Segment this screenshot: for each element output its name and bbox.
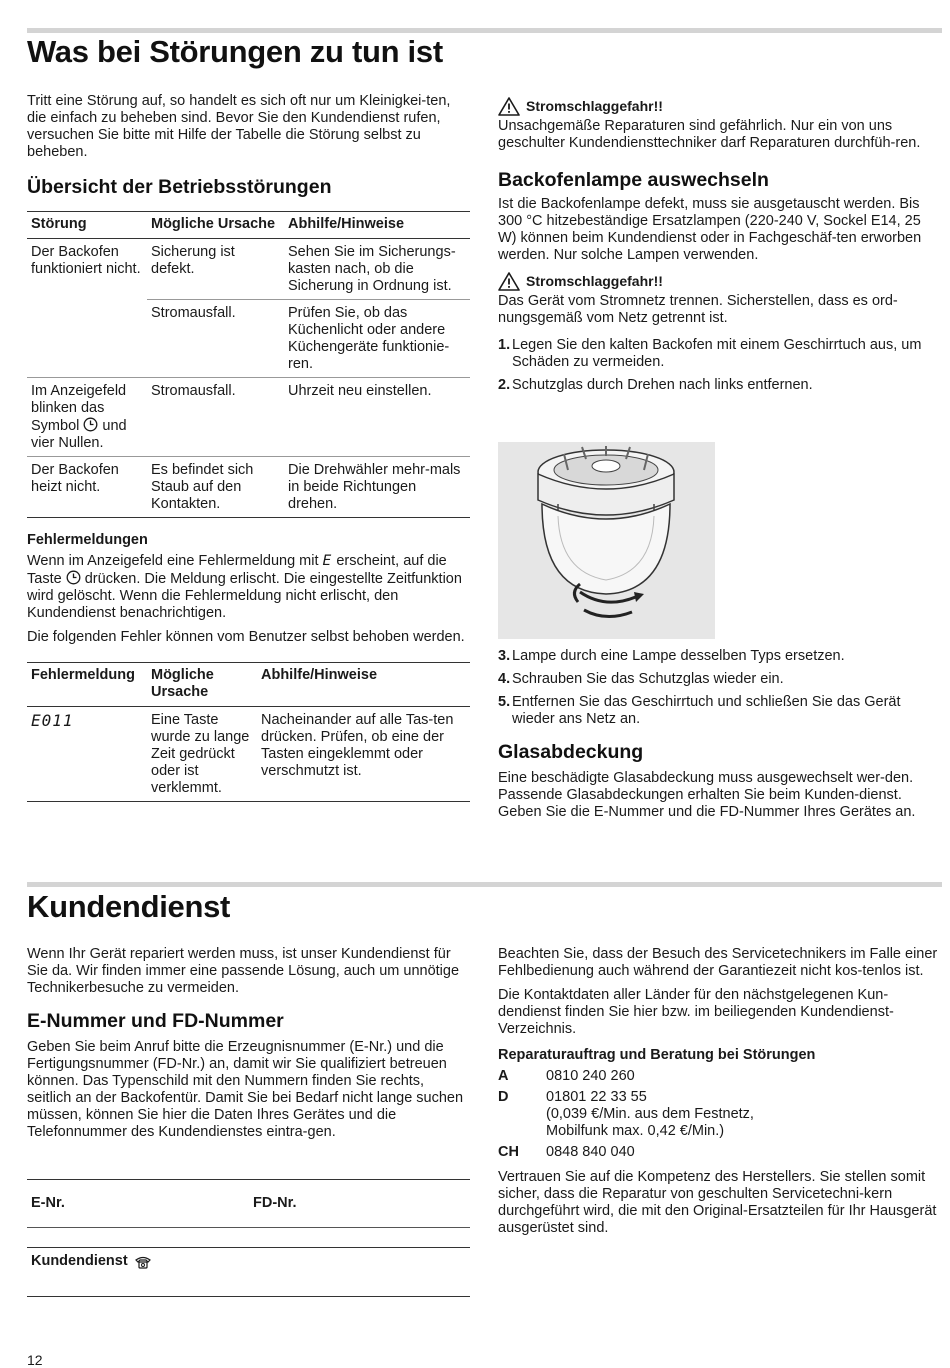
phone-number: 01801 22 33 55 (0,039 €/Min. aus dem Festnetz, Mobilfunk max. 0,42 €/Min.) (546, 1089, 754, 1139)
country-code: D (498, 1089, 509, 1105)
warning-icon (498, 272, 520, 291)
warning-text: Unsachgemäße Reparaturen sind gefährlich. Nur ein von uns geschulter Kundendiensttechniker darf Reparaturen durchfüh-ren. (498, 118, 921, 151)
table-header: Fehlermeldung (27, 663, 147, 707)
intro-paragraph: Tritt eine Störung auf, so handelt es sich oft nur um Kleinigkei-ten, die einfach zu beheben sind. Bevor Sie den Kundendienst rufen, versuchen Sie bitte mit Hilfe der Tabelle die Störung selbst zu beheben. (27, 93, 451, 160)
warning-icon (498, 97, 520, 116)
table-cell: Nacheinander auf alle Tas-ten drücken. Prüfen, ob eine der Tasten eingeklemmt oder verschmutzt ist. (257, 707, 470, 802)
text-span: drücken. Die Meldung erlischt. Die eingestellte Zeitfunktion wird gelöscht. Wenn die Fehlermeldung nicht erlischt, den Kundendienst benachrichtigen. (27, 571, 462, 621)
table-row (27, 239, 470, 300)
list-item (498, 648, 938, 665)
table-header: Abhilfe/Hinweise (284, 212, 470, 239)
left-column-1 (27, 93, 470, 802)
table-cell: Eine Taste wurde zu lange Zeit gedrückt oder ist verklemmt. (147, 707, 257, 802)
glass-text: Eine beschädigte Glasabdeckung muss ausgewechselt wer-den. Passende Glasabdeckungen erhalten Sie beim Kunden-dienst. Geben Sie die E-Nummer und die FD-Nummer Ihres Gerätes an. (498, 770, 916, 820)
step-text: Schrauben Sie das Schutzglas wieder ein. (512, 671, 784, 687)
cell-text: und vier Nullen. (31, 418, 127, 451)
country-code: A (498, 1068, 509, 1084)
step-text: Entfernen Sie das Geschirrtuch und schließen Sie das Gerät wieder ans Netz an. (512, 694, 901, 727)
list-item (498, 337, 938, 371)
phone-row (498, 1068, 938, 1085)
page-title: Was bei Störungen zu tun ist (27, 34, 443, 69)
left-column-2 (27, 946, 470, 1148)
table-header: Abhilfe/Hinweise (257, 663, 470, 707)
phone-row (498, 1089, 938, 1140)
error-symbol: E (322, 553, 333, 569)
faults-table (27, 211, 470, 518)
warning-text: Das Gerät vom Stromnetz trennen. Sicherstellen, dass es ord-nungsgemäß vom Netz getrennt ist. (498, 293, 898, 326)
table-cell: Es befindet sich Staub auf den Kontakten. (147, 457, 284, 518)
service-contacts: Die Kontaktdaten aller Länder für den nächstgelegenen Kun-dendienst finden Sie hier bzw. im beiliegenden Kundendienst-Verzeichnis. (498, 987, 894, 1037)
step-number: 5. (498, 694, 511, 710)
table-cell: Sehen Sie im Sicherungs-kasten nach, ob die Sicherung in Ordnung ist. (284, 239, 470, 300)
error-paragraph-2: Die folgenden Fehler können vom Benutzer selbst behoben werden. (27, 629, 465, 645)
glass-heading: Glasabdeckung (498, 741, 644, 763)
field-line (27, 1227, 470, 1228)
service-field (31, 1253, 152, 1270)
table-header: Mögliche Ursache (147, 212, 284, 239)
service-note: Beachten Sie, dass der Besuch des Servicetechnikers im Falle einer Fehlbedienung auch während der Garantiezeit nicht kos-tenlos ist. (498, 946, 938, 979)
table-cell: Stromausfall. (147, 378, 284, 457)
warning-label: Stromschlaggefahr!! (526, 273, 663, 289)
enr-heading: E-Nummer und FD-Nummer (27, 1010, 284, 1032)
right-column-1 (498, 97, 938, 400)
enr-label: E-Nr. (31, 1195, 65, 1211)
field-line (27, 1247, 470, 1248)
step-number: 3. (498, 648, 511, 664)
table-cell: Der Backofen heizt nicht. (27, 457, 147, 518)
clock-icon (66, 570, 81, 585)
lamp-intro: Ist die Backofenlampe defekt, muss sie ausgetauscht werden. Bis 300 °C hitzebeständige Ersatzlampen (220-240 V, Sockel E14, 25 W) können beim Kundendienst oder in Fachgeschäf-ten erworben werden. Nur solche Lampen verwenden. (498, 196, 922, 263)
country-code: CH (498, 1144, 519, 1160)
lamp-cover-image (498, 442, 715, 639)
warning-block (498, 97, 938, 116)
field-line (27, 1296, 470, 1297)
warning-label: Stromschlaggefahr!! (526, 98, 663, 114)
text-span: erscheint, auf die Taste (27, 553, 447, 587)
section-divider-top (27, 882, 942, 887)
table-row (27, 457, 470, 518)
lamp-heading: Backofenlampe auswechseln (498, 169, 769, 191)
text-span: Wenn im Anzeigefeld eine Fehlermeldung mit (27, 553, 319, 569)
step-number: 1. (498, 337, 511, 353)
error-heading: Fehlermeldungen (27, 532, 148, 548)
service-intro: Wenn Ihr Gerät repariert werden muss, ist unser Kundendienst für Sie da. Wir finden immer eine passende Lösung, auch um unnötige Technikerbesuche zu vermeiden. (27, 946, 460, 996)
table-row (27, 378, 470, 457)
lamp-illustration (498, 442, 715, 639)
table-cell: Der Backofen funktioniert nicht. (27, 239, 147, 378)
fdnr-label: FD-Nr. (253, 1195, 297, 1211)
service-label: Kundendienst (31, 1253, 128, 1269)
step-number: 4. (498, 671, 511, 687)
list-item (498, 377, 938, 394)
table-header: Mögliche Ursache (147, 663, 257, 707)
table-cell (27, 378, 147, 457)
table-cell: Uhrzeit neu einstellen. (284, 378, 470, 457)
step-text: Legen Sie den kalten Backofen mit einem Geschirrtuch aus, um Schäden zu vermeiden. (512, 337, 922, 370)
phone-number: 0848 840 040 (546, 1144, 635, 1160)
overview-heading: Übersicht der Betriebsstörungen (27, 176, 332, 198)
phone-number: 0810 240 260 (546, 1068, 635, 1084)
table-row (27, 707, 470, 802)
error-code: E011 (27, 707, 147, 802)
steps-list (498, 337, 938, 394)
cell-text: Im Anzeigefeld blinken das Symbol (31, 383, 127, 434)
section-title: Kundendienst (27, 889, 231, 924)
section-divider-top (27, 28, 942, 33)
table-cell: Sicherung ist defekt. (147, 239, 284, 300)
right-column-2 (498, 946, 938, 1244)
field-line (27, 1179, 470, 1180)
step-number: 2. (498, 377, 511, 393)
step-text: Schutzglas durch Drehen nach links entfernen. (512, 377, 813, 393)
table-cell: Die Drehwähler mehr-mals in beide Richtungen drehen. (284, 457, 470, 518)
phone-icon (134, 1255, 152, 1269)
steps-list (498, 648, 938, 728)
closing-paragraph: Vertrauen Sie auf die Kompetenz des Herstellers. Sie stellen somit sicher, dass die Reparatur von geschulten Servicetechni-kern durchgeführt wird, die mit den Original-Ersatzteilen für Ihr Hausgerät ausgerüstet sind. (498, 1169, 937, 1236)
clock-icon (83, 417, 98, 432)
step-text: Lampe durch eine Lampe desselben Typs ersetzen. (512, 648, 845, 664)
repair-heading: Reparaturauftrag und Beratung bei Störungen (498, 1047, 816, 1063)
page-number: 12 (27, 1352, 43, 1368)
table-cell: Prüfen Sie, ob das Küchenlicht oder andere Küchengeräte funktionie-ren. (284, 300, 470, 378)
table-header: Störung (27, 212, 147, 239)
list-item (498, 694, 938, 728)
enr-text: Geben Sie beim Anruf bitte die Erzeugnisnummer (E-Nr.) und die Fertigungsnummer (FD-Nr.) an, damit wir Sie qualifiziert betreuen können. Das Typenschild mit den Nummern finden Sie rechts, seitlich an der Backofentür. Damit Sie bei Bedarf nicht lange suchen müssen, können Sie hier die Daten Ihres Gerätes und die Telefonnummer des Kundendienstes eintra-gen. (27, 1039, 464, 1140)
warning-block (498, 272, 938, 291)
phone-row (498, 1144, 938, 1161)
table-cell: Stromausfall. (147, 300, 284, 378)
right-column-1b (498, 648, 938, 828)
list-item (498, 671, 938, 688)
error-table (27, 662, 470, 802)
error-paragraph (27, 553, 470, 622)
